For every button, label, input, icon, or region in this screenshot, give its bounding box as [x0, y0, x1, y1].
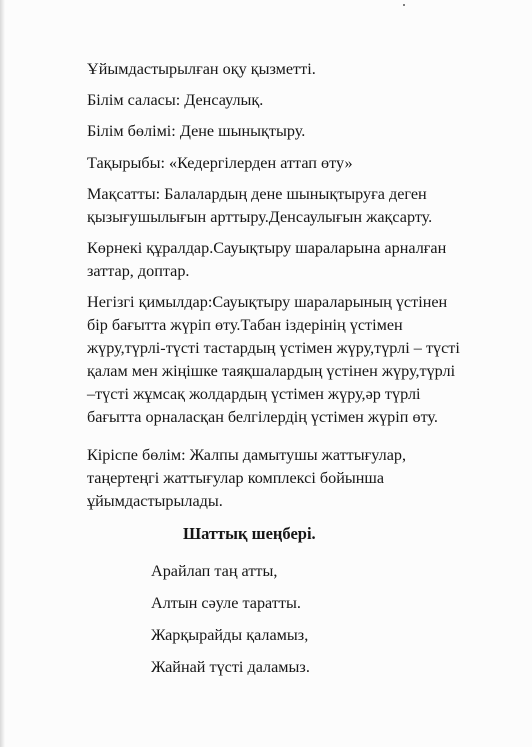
text-line: бір бағытта жүріп өту.Табан іздерінің үстімен — [87, 316, 403, 334]
text-line: таңертеңгі жаттығулар комплексі бойынша — [87, 469, 385, 487]
text-line: Мақсатты: Балалардың дене шынықтыруға деген — [87, 185, 427, 203]
paragraph-introduction — [87, 444, 507, 513]
paragraph-goal — [87, 183, 507, 229]
text-line: Ұйымдастырылған оқу қызметті. — [87, 60, 316, 78]
poem-line: Алтын сәуле таратты. — [151, 594, 301, 612]
text-line: –түсті жұмсақ жолдардың үстімен жүру,әр түрлі — [87, 385, 421, 403]
section-heading: Шаттық шеңбері. — [183, 524, 316, 543]
paragraph-topic — [87, 152, 507, 175]
text-line: заттар, доптар. — [87, 262, 190, 280]
paragraph-section — [87, 120, 507, 143]
text-line: бағытта орналасқан белгілердің үстімен жүріп өту. — [87, 408, 438, 426]
paragraph-visual-aids — [87, 237, 507, 283]
text-line: ұйымдастырылады. — [87, 492, 223, 510]
text-line: Білім бөлімі: Дене шынықтыру. — [87, 122, 306, 140]
scan-edge-shadow — [0, 0, 5, 747]
poem-line: Жарқырайды қаламыз, — [151, 626, 309, 644]
text-line: қалам мен жіңішке таяқшалардың үстінен жүру,түрлі — [87, 362, 456, 380]
text-line: қызығушылығын арттыру.Денсаулығын жақсарту. — [87, 208, 433, 226]
poem-line: Арайлап таң атты, — [151, 562, 278, 580]
paragraph-subject-area — [87, 89, 507, 112]
text-line: Білім саласы: Денсаулық. — [87, 91, 264, 109]
poem-line: Жайнай түсті даламыз. — [151, 658, 310, 676]
text-line: Негізгі қимылдар:Сауықтыру шараларының үстінен — [87, 293, 448, 311]
paragraph-main-movements — [87, 291, 507, 429]
text-line: Көрнекі құралдар.Сауықтыру шараларына арналған — [87, 239, 447, 257]
text-line: жүру,түрлі-түсті тастардың үстімен жүру,түрлі – түсті — [87, 339, 460, 357]
text-line: Кіріспе бөлім: Жалпы дамытушы жаттығулар, — [87, 446, 407, 464]
paragraph-title — [87, 58, 507, 81]
text-line: Тақырыбы: «Кедергілерден аттап өту» — [87, 154, 353, 172]
scan-speck — [403, 4, 405, 6]
